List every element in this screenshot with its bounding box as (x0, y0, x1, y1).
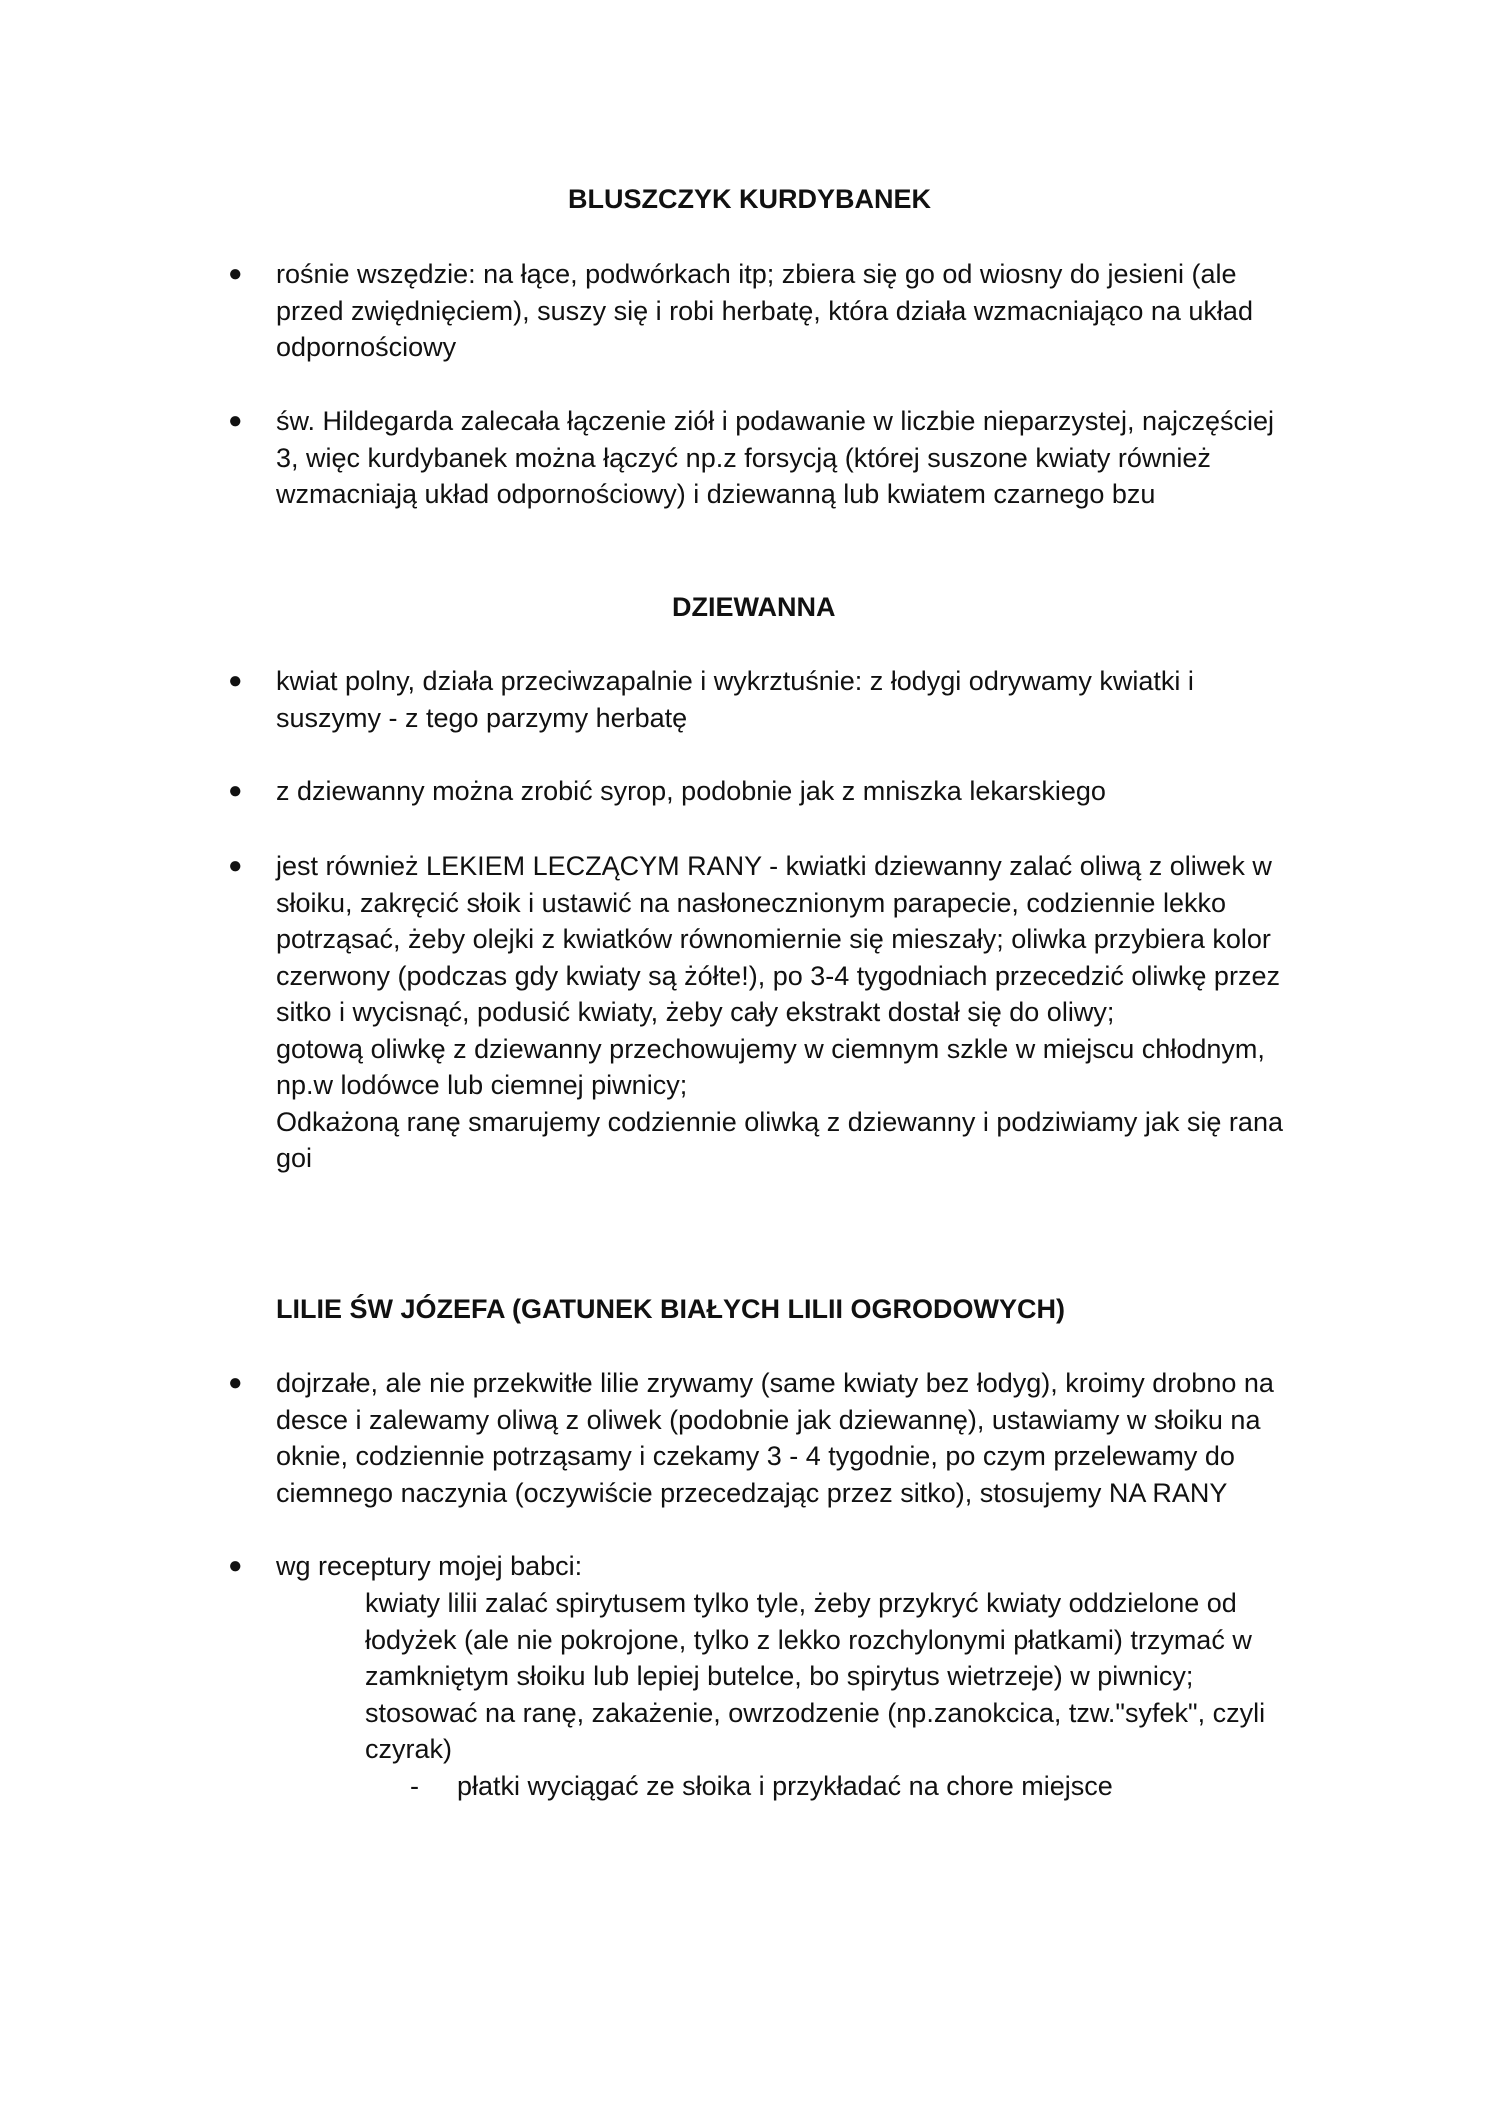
list-item (228, 403, 1368, 513)
section-heading-dziewanna: DZIEWANNA (672, 592, 836, 622)
bullet-icon: ● (228, 1369, 243, 1396)
dash-item-text: płatki wyciągać ze słoika i przykładać na chore miejsce (457, 1771, 1113, 1801)
text-line: np.w lodówce lub ciemnej piwnicy; (276, 1070, 688, 1100)
bullet-icon: ● (228, 667, 243, 694)
bullet-icon: ● (228, 777, 243, 804)
bullet-icon: ● (228, 260, 243, 287)
text-line: desce i zalewamy oliwą z oliwek (podobnie jak dziewannę), ustawiamy w słoiku na (276, 1404, 1261, 1435)
list-item (228, 663, 1368, 736)
text-line: suszymy - z tego parzymy herbatę (276, 702, 688, 733)
text-line: dojrzałe, ale nie przekwitłe lilie zrywamy (same kwiaty bez łodyg), kroimy drobno na (276, 1368, 1274, 1398)
text-line: łodyżek (ale nie pokrojone, tylko z lekko rozchylonymi płatkami) trzymać w (365, 1624, 1252, 1655)
text-line: wg receptury mojej babci: (276, 1551, 583, 1581)
text-line: goi (276, 1143, 313, 1173)
text-line: ciemnego naczynia (oczywiście przecedzając przez sitko), stosujemy NA RANY (276, 1477, 1228, 1508)
dash-icon: - (410, 1771, 419, 1801)
text-line: gotową oliwkę z dziewanny przechowujemy w ciemnym szkle w miejscu chłodnym, (276, 1033, 1265, 1064)
bullet-icon: ● (228, 1552, 243, 1579)
list-item (228, 1365, 1368, 1511)
text-line: czerwony (podczas gdy kwiaty są żółte!), po 3-4 tygodniach przecedzić oliwkę przez (276, 960, 1280, 991)
text-line: kwiat polny, działa przeciwzapalnie i wykrztuśnie: z łodygi odrywamy kwiatki i (276, 666, 1194, 696)
text-line: zamkniętym słoiku lub lepiej butelce, bo spirytus wietrzeje) w piwnicy; (365, 1661, 1194, 1691)
list-item-text (276, 773, 1368, 810)
text-line: rośnie wszędzie: na łące, podwórkach itp; zbiera się go od wiosny do jesieni (ale (276, 259, 1237, 289)
list-item-text (276, 1365, 1368, 1511)
text-line: potrząsać, żeby olejki z kwiatków równomiernie się mieszały; oliwka przybiera kolor (276, 924, 1271, 954)
list-item-text (276, 403, 1368, 513)
recipe-paragraph (365, 1585, 1365, 1768)
text-line: jest również LEKIEM LECZĄCYM RANY - kwiatki dziewanny zalać oliwą z oliwek w (276, 851, 1272, 881)
list-item-text (276, 256, 1368, 366)
list-item (228, 1548, 1368, 1585)
text-line: Odkażoną ranę smarujemy codziennie oliwką z dziewanny i podziwiamy jak się rana (276, 1106, 1283, 1137)
bullet-icon: ● (228, 852, 243, 879)
list-item-text (276, 663, 1368, 736)
text-line: słoiku, zakręcić słoik i ustawić na nasłonecznionym parapecie, codziennie lekko (276, 887, 1226, 918)
text-line: św. Hildegarda zalecała łączenie ziół i podawanie w liczbie nieparzystej, najczęściej (276, 406, 1275, 436)
bullet-icon: ● (228, 407, 243, 434)
text-line: wzmacniają układ odpornościowy) i dziewanną lub kwiatem czarnego bzu (276, 479, 1156, 509)
list-item-text (276, 848, 1368, 1177)
text-line: 3, więc kurdybanek można łączyć np.z forsycją (której suszone kwiaty również (276, 442, 1211, 473)
text-line: stosować na ranę, zakażenie, owrzodzenie (np.zanokcica, tzw."syfek", czyli (365, 1697, 1266, 1728)
list-item (228, 848, 1368, 1177)
text-line: odpornościowy (276, 332, 457, 362)
list-item-text (276, 1548, 1368, 1585)
text-line: czyrak) (365, 1734, 452, 1764)
text-line: przed zwiędnięciem), suszy się i robi herbatę, która działa wzmacniająco na układ (276, 295, 1253, 326)
list-item (228, 256, 1368, 366)
section-heading-kurdybanek: BLUSZCZYK KURDYBANEK (568, 184, 931, 214)
text-line: oknie, codziennie potrząsamy i czekamy 3 - 4 tygodnie, po czym przelewamy do (276, 1441, 1235, 1471)
text-line: z dziewanny można zrobić syrop, podobnie jak z mniszka lekarskiego (276, 776, 1106, 806)
section-heading-lilie: LILIE ŚW JÓZEFA (GATUNEK BIAŁYCH LILII OGRODOWYCH) (276, 1294, 1065, 1324)
list-item (228, 773, 1368, 810)
text-line: kwiaty lilii zalać spirytusem tylko tyle, żeby przykryć kwiaty oddzielone od (365, 1588, 1237, 1618)
text-line: sitko i wycisnąć, podusić kwiaty, żeby cały ekstrakt dostał się do oliwy; (276, 997, 1115, 1027)
